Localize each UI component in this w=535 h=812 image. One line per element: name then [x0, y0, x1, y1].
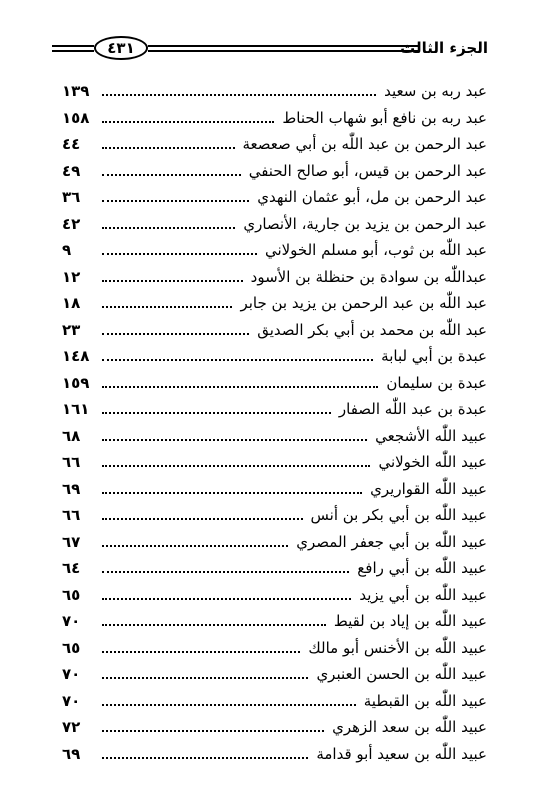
entry-page-number: ٦٨ — [62, 426, 81, 445]
entry-page-number: ٧٢ — [62, 718, 81, 737]
index-entry — [62, 582, 487, 609]
index-entry — [62, 105, 487, 132]
entry-name: عبيد اللّٰه بن الأخنس أبو مالك — [308, 638, 487, 657]
index-entry — [62, 714, 487, 741]
entry-name: عبيد اللّٰه بن سعد الزهري — [332, 718, 487, 737]
entry-name: عبيد اللّٰه بن أبي رافع — [357, 559, 487, 578]
index-entry — [62, 449, 487, 476]
dot-leader — [102, 174, 241, 176]
dot-leader — [102, 306, 232, 308]
entry-name: عبداللّٰه بن سوادة بن حنظلة بن الأسود — [250, 267, 487, 286]
index-entry — [62, 661, 487, 688]
dot-leader — [102, 465, 370, 467]
entry-page-number: ٦٦ — [62, 506, 81, 525]
entry-page-number: ٦٤ — [62, 559, 81, 578]
dot-leader — [102, 677, 308, 679]
entry-name: عبيد اللّٰه بن القبطية — [363, 691, 487, 710]
entry-page-number: ٦٦ — [62, 453, 81, 472]
entry-name: عبدة بن أبي لبابة — [381, 347, 487, 366]
index-entry — [62, 237, 487, 264]
entry-page-number: ١٦١ — [62, 400, 90, 419]
index-entry — [62, 78, 487, 105]
dot-leader — [102, 412, 331, 414]
entry-name: عبدة بن سليمان — [386, 373, 487, 392]
entry-page-number: ١٤٨ — [62, 347, 90, 366]
entry-name: عبيد اللّٰه القواريري — [370, 479, 487, 498]
entry-page-number: ٦٥ — [62, 585, 81, 604]
index-entry — [62, 608, 487, 635]
index-entry — [62, 741, 487, 768]
index-entry — [62, 343, 487, 370]
dot-leader — [102, 147, 235, 149]
index-list — [62, 78, 487, 767]
entry-page-number: ٤٩ — [62, 161, 81, 180]
entry-page-number: ٦٩ — [62, 744, 81, 763]
index-entry — [62, 396, 487, 423]
dot-leader — [102, 253, 257, 255]
dot-leader — [102, 518, 303, 520]
index-entry — [62, 370, 487, 397]
entry-page-number: ٧٠ — [62, 665, 81, 684]
header-rule-left — [52, 45, 94, 52]
entry-page-number: ٧٠ — [62, 612, 81, 631]
dot-leader — [102, 624, 326, 626]
entry-page-number: ٦٧ — [62, 532, 81, 551]
entry-page-number: ١٨ — [62, 294, 81, 313]
page-number-badge — [94, 36, 148, 60]
index-entry — [62, 158, 487, 185]
entry-name: عبد الرحمن بن مل، أبو عثمان النهدي — [257, 188, 487, 207]
entry-name: عبيد اللّٰه بن سعيد أبو قدامة — [316, 744, 487, 763]
dot-leader — [102, 730, 324, 732]
entry-name: عبيد اللّٰه بن أبي بكر بن أنس — [310, 506, 487, 525]
index-entry — [62, 131, 487, 158]
entry-page-number: ١٥٩ — [62, 373, 90, 392]
dot-leader — [102, 651, 300, 653]
entry-page-number: ١٣٩ — [62, 82, 90, 101]
dot-leader — [102, 571, 349, 573]
index-entry — [62, 476, 487, 503]
entry-name: عبيد اللّٰه بن أبي جعفر المصري — [296, 532, 487, 551]
entry-name: عبد اللّٰه بن ثوب، أبو مسلم الخولاني — [264, 241, 487, 260]
entry-page-number: ٩ — [62, 241, 72, 260]
entry-name: عبد ربه بن نافع أبو شهاب الحناط — [282, 108, 487, 127]
entry-name: عبيد اللّٰه الخولاني — [378, 453, 487, 472]
entry-page-number: ٦٩ — [62, 479, 81, 498]
index-entry — [62, 211, 487, 238]
entry-page-number: ٦٥ — [62, 638, 81, 657]
entry-page-number: ٣٦ — [62, 188, 81, 207]
entry-name: عبد اللّٰه بن محمد بن أبي بكر الصديق — [257, 320, 487, 339]
entry-name: عبد الرحمن بن يزيد بن جارية، الأنصاري — [243, 214, 487, 233]
dot-leader — [102, 492, 362, 494]
index-entry — [62, 184, 487, 211]
dot-leader — [102, 359, 373, 361]
entry-page-number: ٢٣ — [62, 320, 81, 339]
dot-leader — [102, 121, 274, 123]
entry-name: عبيد اللّٰه بن إياد بن لقيط — [333, 612, 487, 631]
dot-leader — [102, 280, 243, 282]
dot-leader — [102, 227, 235, 229]
dot-leader — [102, 545, 288, 547]
entry-name: عبد ربه بن سعيد — [384, 82, 487, 101]
entry-name: عبيد اللّٰه بن الحسن العنبري — [316, 665, 487, 684]
index-entry — [62, 502, 487, 529]
dot-leader — [102, 598, 351, 600]
index-entry — [62, 423, 487, 450]
dot-leader — [102, 94, 376, 96]
index-entry — [62, 555, 487, 582]
index-entry — [62, 264, 487, 291]
dot-leader — [102, 200, 249, 202]
entry-page-number: ٤٢ — [62, 214, 81, 233]
dot-leader — [102, 333, 249, 335]
index-entry — [62, 290, 487, 317]
entry-page-number: ١٥٨ — [62, 108, 90, 127]
entry-name: عبدة بن عبد اللّٰه الصفار — [338, 400, 487, 419]
entry-name: عبد الرحمن بن عبد اللّٰه بن أبي صعصعة — [242, 135, 487, 154]
index-entry — [62, 529, 487, 556]
page-number: ٤٣١ — [107, 38, 135, 57]
part-title: الجزء الثالث — [400, 39, 488, 57]
page-header — [52, 36, 488, 66]
entry-page-number: ١٢ — [62, 267, 81, 286]
index-entry — [62, 688, 487, 715]
dot-leader — [102, 757, 308, 759]
entry-name: عبيد اللّٰه الأشجعي — [375, 426, 487, 445]
dot-leader — [102, 704, 356, 706]
index-entry — [62, 635, 487, 662]
entry-page-number: ٧٠ — [62, 691, 81, 710]
index-entry — [62, 317, 487, 344]
dot-leader — [102, 439, 367, 441]
dot-leader — [102, 386, 378, 388]
entry-name: عبد الرحمن بن قيس، أبو صالح الحنفي — [248, 161, 487, 180]
entry-page-number: ٤٤ — [62, 135, 81, 154]
entry-name: عبيد اللّٰه بن أبي يزيد — [359, 585, 487, 604]
entry-name: عبد اللّٰه بن عبد الرحمن بن يزيد بن جابر — [240, 294, 487, 313]
header-rule-right — [148, 45, 420, 52]
